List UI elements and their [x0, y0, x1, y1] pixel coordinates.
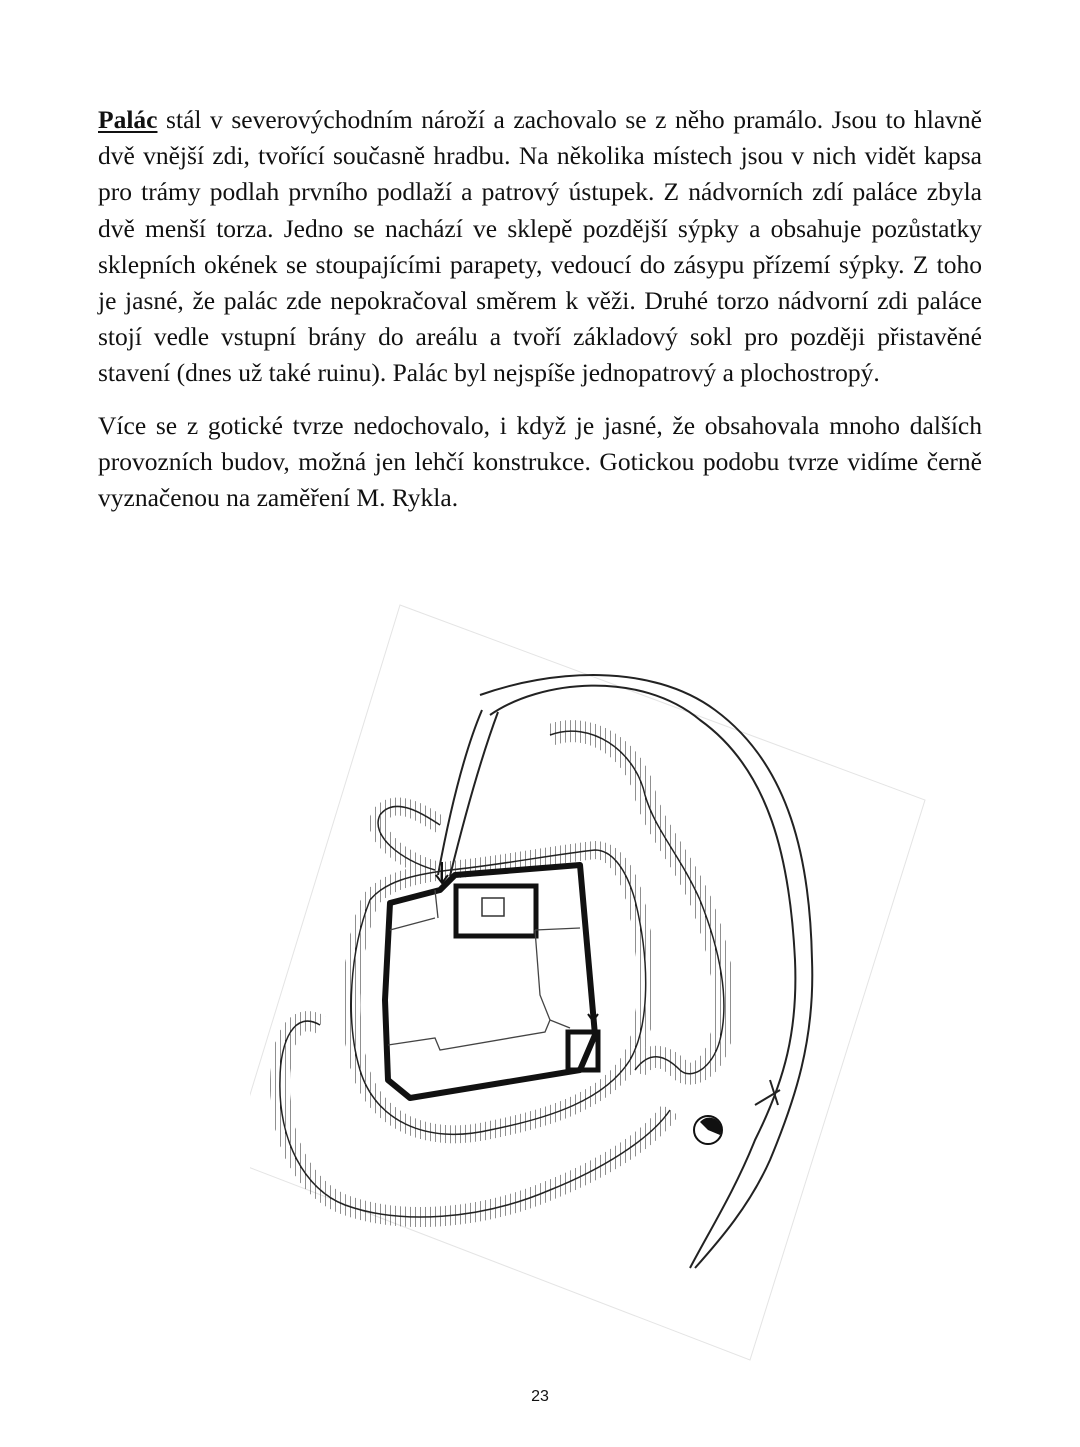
palace-block	[456, 886, 536, 936]
interior-lines	[388, 890, 580, 1050]
western-spur	[280, 1021, 670, 1217]
paragraph-text: Více se z gotické tvrze nedochovalo, i když je jasné, že obsahovala mnoho dalších provozních budov, možná jen lehčí konstrukce. Gotickou podobu tvrze vidíme černě vyznačenou na zaměření M. Rykla.	[98, 410, 982, 513]
western-spur-edge	[280, 1021, 670, 1217]
paragraph-text: stál v severovýchodním nároží a zachovalo se z něho pramálo. Jsou to hlavně dvě vnější zdi, tvořící současně hradbu. Na několika místech jsou v nich vidět kapsa pro trámy podlah prvního podlaží a patrový ústupek. Z nádvorních zdí paláce zbyla dvě menší torza. Jedno se nachází ve sklepě pozdější sýpky a obsahuje pozůstatky sklepních okének se stoupajícími parapety, vedoucí do zásypu přízemí sýpky. Z toho je jasné, že palác zde nepokračoval směrem k věži. Druhé torzo nádvorní zdi paláce stojí vedle vstupní brány do areálu a tvoří základový sokl pro později přistavěné stavení (dnes už také ruinu). Palác byl nejspíše jednopatrový a plochostropý.	[98, 105, 982, 388]
page-number: 23	[531, 1388, 549, 1405]
access-path	[438, 710, 482, 875]
inner-ditch	[351, 850, 645, 1134]
palace-inner-room	[482, 898, 504, 916]
fortress-plan-drawing	[250, 600, 940, 1370]
body-text	[98, 102, 982, 532]
road-branch	[755, 1080, 780, 1105]
paragraph-gothic	[98, 408, 982, 517]
castle-outer-wall	[385, 865, 595, 1098]
lead-term: Palác	[98, 105, 158, 134]
northwest-knob	[378, 806, 440, 870]
paragraph-palace	[98, 102, 982, 392]
fortress-plan-figure	[250, 600, 940, 1370]
access-path-edge	[450, 712, 498, 876]
